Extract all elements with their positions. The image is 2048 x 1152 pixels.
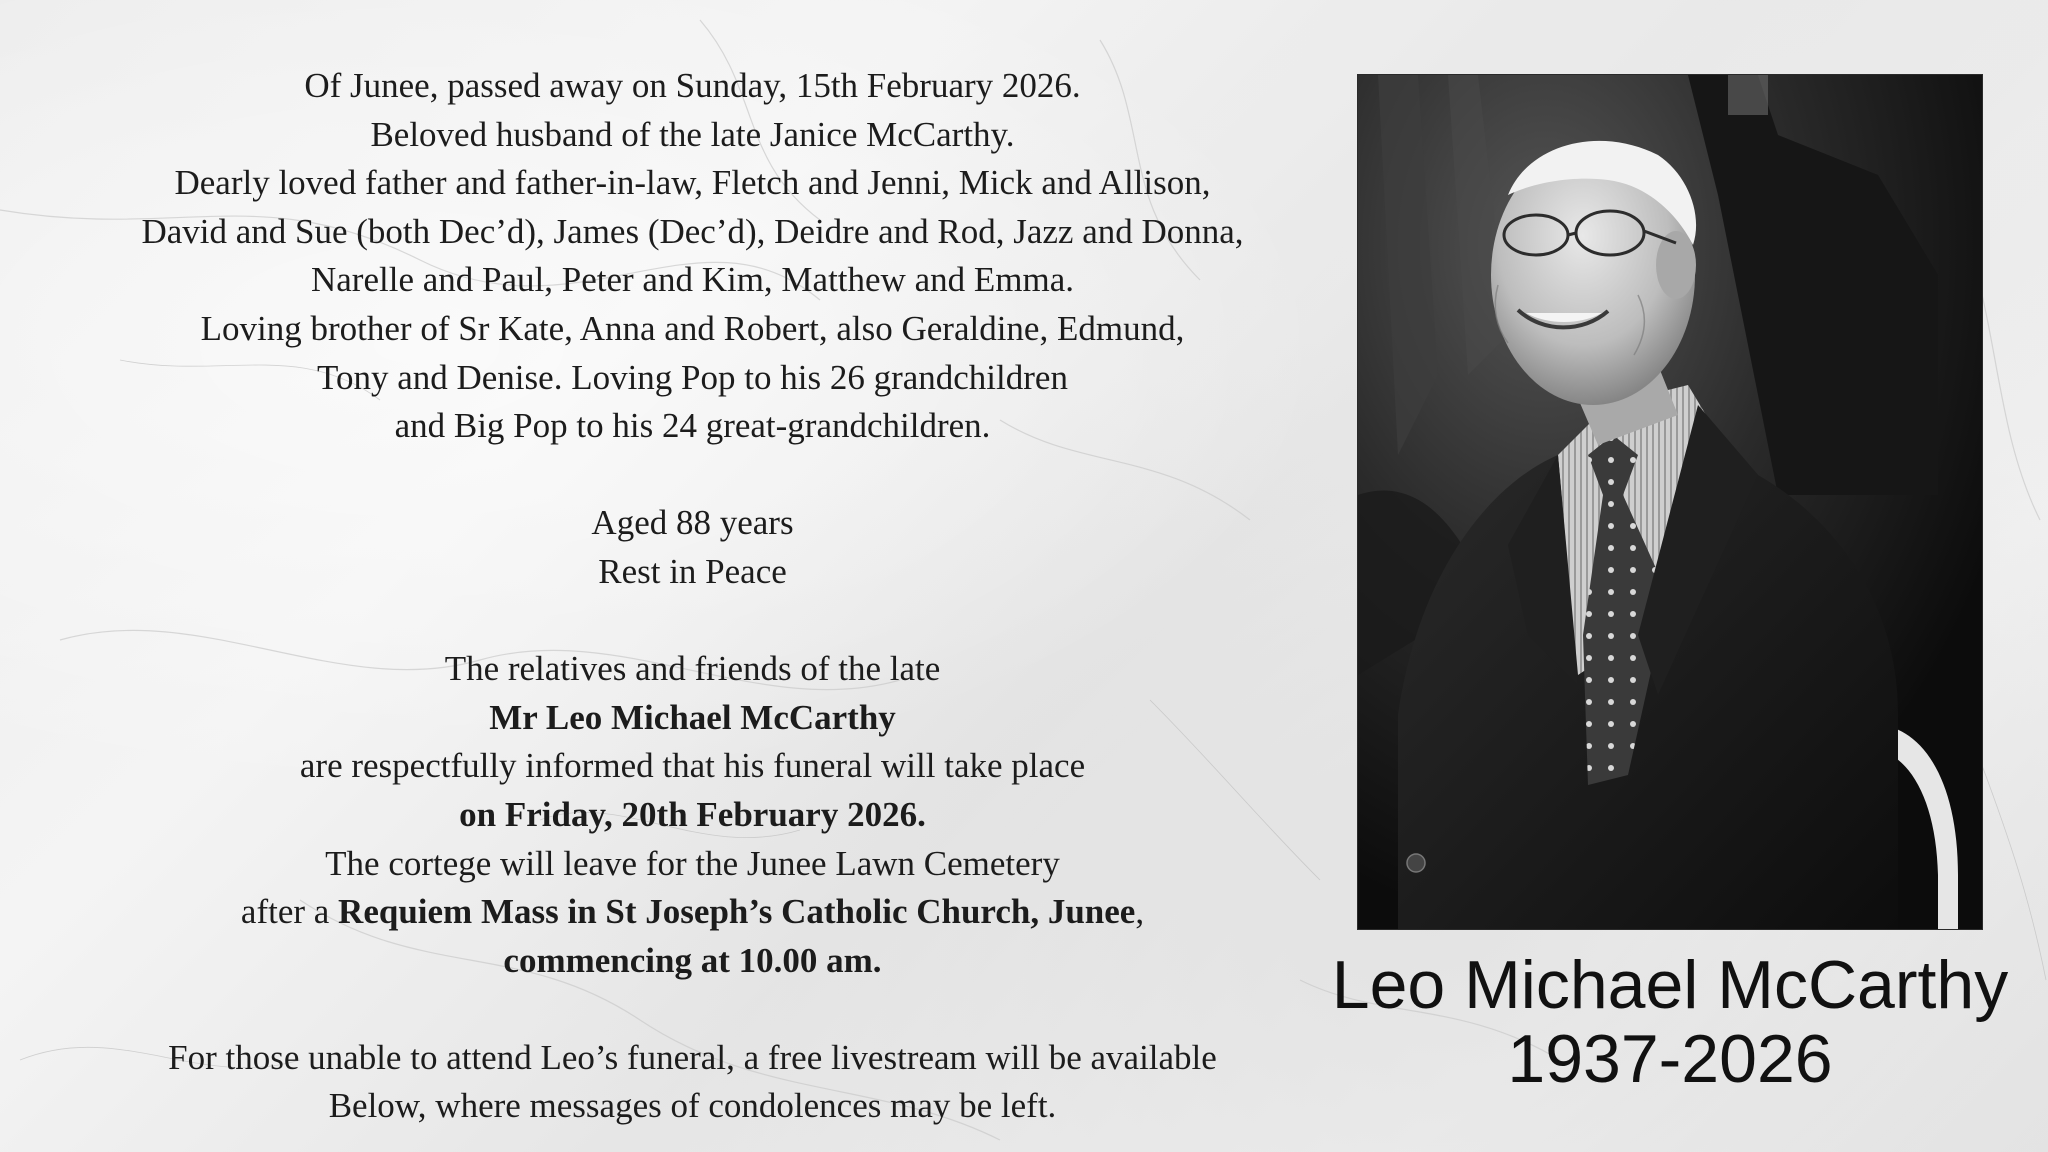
livestream-line-2: Below, where messages of condolences may be left. [328, 1086, 1057, 1126]
cortege-line: The cortege will leave for the Junee Lawn Cemetery [325, 843, 1060, 883]
notice-line-3: Dearly loved father and father-in-law, Fletch and Jenni, Mick and Allison, [174, 163, 1211, 203]
deceased-full-name-text: Mr Leo Michael McCarthy [489, 697, 896, 737]
livestream-line-1: For those unable to attend Leo’s funeral, a free livestream will be available [168, 1037, 1217, 1077]
mass-prefix: after a [240, 892, 330, 932]
funeral-date-text: on Friday, 20th February 2026. [459, 794, 926, 834]
portrait-photo [1357, 74, 1983, 930]
mass-suffix: , [1135, 892, 1145, 932]
informed-line: are respectfully informed that his funeral will take place [299, 746, 1086, 786]
aged-line: Aged 88 years [591, 503, 794, 543]
caption-years: 1937-2026 [1507, 1021, 1833, 1097]
funeral-date-line [40, 791, 1345, 840]
portrait-illustration [1358, 75, 1982, 929]
relatives-line: The relatives and friends of the late [444, 649, 941, 689]
notice-line-6: Loving brother of Sr Kate, Anna and Robert, also Geraldine, Edmund, [200, 308, 1185, 348]
spacer [40, 451, 1345, 500]
deceased-full-name [40, 694, 1345, 743]
caption-name: Leo Michael McCarthy [1331, 947, 2009, 1023]
commencing-line [40, 937, 1345, 986]
notice-line-4: David and Sue (both Dec’d), James (Dec’d), Deidre and Rod, Jazz and Donna, [141, 211, 1244, 251]
notice-line-2: Beloved husband of the late Janice McCarthy. [370, 114, 1015, 154]
mass-location: Requiem Mass in St Joseph’s Catholic Church, Junee [338, 892, 1136, 932]
rest-in-peace-line: Rest in Peace [598, 551, 787, 591]
notice-line-7: Tony and Denise. Loving Pop to his 26 grandchildren [317, 357, 1068, 397]
funeral-notice [40, 62, 1345, 1131]
spacer [40, 985, 1345, 1034]
mass-line [40, 888, 1345, 937]
commencing-text: commencing at 10.00 am. [503, 940, 882, 980]
notice-line-8: and Big Pop to his 24 great-grandchildren. [394, 406, 991, 446]
spacer [40, 597, 1345, 646]
notice-line-5: Narelle and Paul, Peter and Kim, Matthew and Emma. [311, 260, 1074, 300]
memorial-caption [1300, 948, 2040, 1096]
notice-line-1: Of Junee, passed away on Sunday, 15th February 2026. [304, 66, 1081, 105]
